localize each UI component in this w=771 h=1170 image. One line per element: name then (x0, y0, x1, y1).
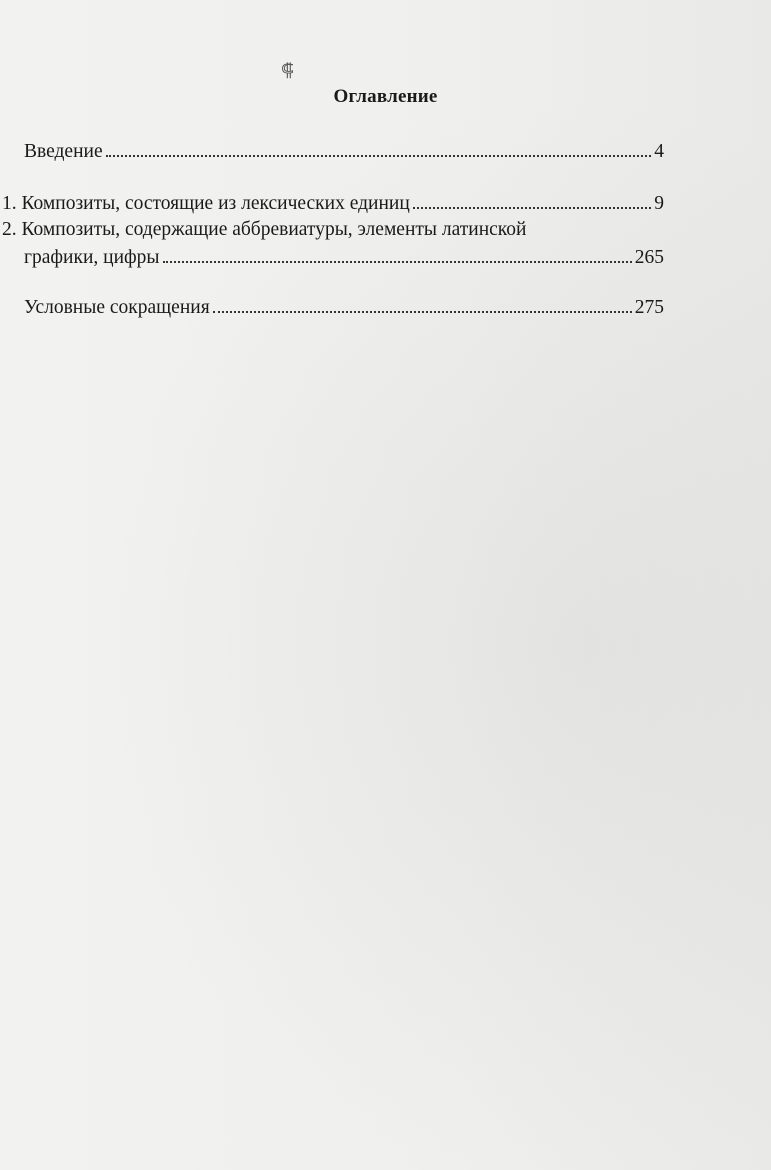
toc-leader-dots (163, 260, 632, 263)
toc-entry-abbreviations[interactable] (24, 294, 664, 322)
toc-entry-label: Условные сокращения (24, 297, 210, 318)
toc-entry-label: Введение (24, 141, 103, 162)
toc-entry-introduction[interactable] (24, 138, 664, 166)
toc-entry-label: графики, цифры (24, 247, 160, 268)
pen-mark: ⸿ (281, 60, 294, 80)
toc-entry-chapter-2-line-1[interactable]: 2. Композиты, содержащие аббревиатуры, элементы латинской (2, 219, 527, 240)
toc-leader-dots (413, 206, 651, 209)
toc-entry-page: 265 (634, 247, 664, 268)
toc-entry-label: 1. Композиты, состоящие из лексических единиц (2, 193, 410, 214)
toc-leader-dots (106, 154, 652, 157)
toc-entry-chapter-1[interactable] (2, 190, 664, 218)
toc-entry-page: 4 (654, 141, 664, 162)
toc-leader-dots (213, 310, 632, 313)
toc-entry-chapter-2[interactable] (24, 244, 664, 272)
toc-entry-page: 275 (634, 297, 664, 318)
toc-entry-page: 9 (654, 193, 664, 214)
page-title: Оглавление (333, 86, 438, 107)
